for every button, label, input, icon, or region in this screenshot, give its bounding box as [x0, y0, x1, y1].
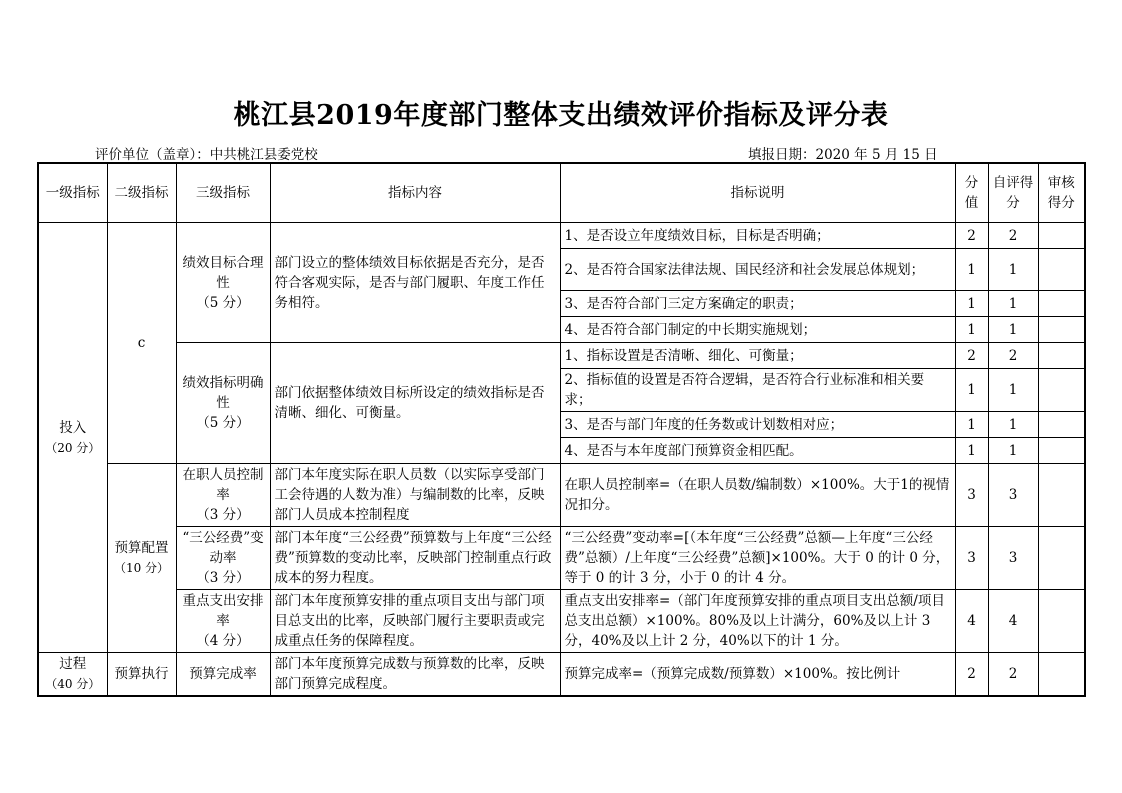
self-score-cell: 3: [988, 464, 1038, 527]
audit-score-cell: [1038, 291, 1085, 317]
table-row: [38, 343, 1085, 369]
header-score: 分值: [955, 163, 988, 223]
description-cell: 4、是否与本年度部门预算资金相匹配。: [560, 438, 955, 464]
content-cell: 部门本年度预算安排的重点项目支出与部门项目总支出的比率，反映部门履行主要职责或完成重点任务的保障程度。: [270, 590, 560, 653]
level3-points: （4 分）: [196, 633, 250, 649]
date-label: 填报日期：2020 年 5 月 15 日: [748, 147, 938, 163]
evaluation-table: [37, 162, 1086, 697]
description-cell: 4、是否符合部门制定的中长期实施规划；: [560, 317, 955, 343]
level3-goal-rationality-points: （5 分）: [196, 294, 250, 311]
score-cell: 1: [955, 291, 988, 317]
self-score-cell: 1: [988, 249, 1038, 291]
level2-input-cell: c: [107, 223, 176, 464]
score-cell: 2: [955, 223, 988, 249]
level1-process-cell: [38, 653, 107, 697]
description-cell: “三公经费”变动率=[（本年度“三公经费”总额—上年度“三公经费”总额）/上年度“三公经费”总额]×100%。大于 0 的计 0 分，等于 0 的计 3 分，小于 0 的计 4 分。: [560, 527, 955, 590]
level3-name: 在职人员控制率: [182, 467, 264, 503]
level1-process-name: 过程: [59, 656, 87, 672]
level3-indicator-clarity-name: 绩效指标明确性: [182, 375, 264, 411]
self-score-cell: 1: [988, 412, 1038, 438]
description-cell: 预算完成率=（预算完成数/预算数）×100%。按比例计: [560, 653, 955, 697]
self-score-cell: 2: [988, 653, 1038, 697]
score-cell: 1: [955, 369, 988, 412]
self-score-cell: 3: [988, 527, 1038, 590]
level3-cell: [176, 527, 270, 590]
level2-budget-config-points: （10 分）: [113, 561, 170, 575]
level1-process-points: （40 分）: [45, 677, 101, 691]
header-content: 指标内容: [270, 163, 560, 223]
table-row: [38, 653, 1085, 697]
audit-score-cell: [1038, 369, 1085, 412]
level1-input-name: 投入: [59, 419, 87, 436]
score-cell: 1: [955, 249, 988, 291]
level3-points: （3 分）: [196, 507, 250, 523]
content-cell: 部门本年度实际在职人员数（以实际享受部门工会待遇的人数为准）与编制数的比率，反映部门人员成本控制程度: [270, 464, 560, 527]
description-cell: 2、指标值的设置是否符合逻辑，是否符合行业标准和相关要求；: [560, 369, 955, 412]
level3-name: 重点支出安排率: [182, 593, 264, 629]
audit-score-cell: [1038, 317, 1085, 343]
level2-budget-execution: 预算执行: [107, 653, 176, 697]
self-score-cell: 1: [988, 438, 1038, 464]
level2-budget-config: [107, 464, 176, 653]
audit-score-cell: [1038, 343, 1085, 369]
header-audit-score: 审核得分: [1038, 163, 1085, 223]
score-cell: 1: [955, 317, 988, 343]
score-cell: 4: [955, 590, 988, 653]
audit-score-cell: [1038, 527, 1085, 590]
table-row: [38, 464, 1085, 527]
table-row: [38, 527, 1085, 590]
content-cell: 部门本年度“三公经费”预算数与上年度“三公经费”预算数的变动比率，反映部门控制重点行政成本的努力程度。: [270, 527, 560, 590]
evaluator-label: 评价单位（盖章）：中共桃江县委党校: [95, 147, 318, 163]
level2-budget-config-name: 预算配置: [114, 540, 169, 556]
header-row: [38, 163, 1085, 223]
self-score-cell: 2: [988, 223, 1038, 249]
self-score-cell: 1: [988, 369, 1038, 412]
indicator-clarity-content: 部门依据整体绩效目标所设定的绩效指标是否清晰、细化、可衡量。: [270, 343, 560, 464]
description-cell: 1、是否设立年度绩效目标，目标是否明确；: [560, 223, 955, 249]
score-cell: 1: [955, 412, 988, 438]
audit-score-cell: [1038, 412, 1085, 438]
score-cell: 3: [955, 527, 988, 590]
header-description: 指标说明: [560, 163, 955, 223]
level3-cell: 预算完成率: [176, 653, 270, 697]
audit-score-cell: [1038, 249, 1085, 291]
description-cell: 重点支出安排率=（部门年度预算安排的重点项目支出总额/项目总支出总额）×100%。80%及以上计满分，60%及以上计 3 分，40%及以上计 2 分，40%以下的计 1 分。: [560, 590, 955, 653]
score-cell: 1: [955, 438, 988, 464]
header-level3: 三级指标: [176, 163, 270, 223]
self-score-cell: 1: [988, 317, 1038, 343]
self-score-cell: 1: [988, 291, 1038, 317]
level3-cell: [176, 464, 270, 527]
level3-points: （3 分）: [196, 570, 250, 586]
score-cell: 2: [955, 343, 988, 369]
description-cell: 在职人员控制率=（在职人员数/编制数）×100%。大于1的视情况扣分。: [560, 464, 955, 527]
header-self-score: 自评得分: [988, 163, 1038, 223]
description-cell: 3、是否与部门年度的任务数或计划数相对应；: [560, 412, 955, 438]
score-cell: 2: [955, 653, 988, 697]
level3-cell: [176, 590, 270, 653]
description-cell: 2、是否符合国家法律法规、国民经济和社会发展总体规划；: [560, 249, 955, 291]
level1-input-cell: [38, 223, 107, 653]
table-row: [38, 590, 1085, 653]
audit-score-cell: [1038, 653, 1085, 697]
content-cell: 部门本年度预算完成数与预算数的比率，反映部门预算完成程度。: [270, 653, 560, 697]
audit-score-cell: [1038, 464, 1085, 527]
page-title: 桃江县2019年度部门整体支出绩效评价指标及评分表: [233, 100, 889, 131]
audit-score-cell: [1038, 223, 1085, 249]
self-score-cell: 4: [988, 590, 1038, 653]
level1-input-points: （20 分）: [45, 440, 101, 455]
header-level2: 二级指标: [107, 163, 176, 223]
level3-indicator-clarity: [176, 343, 270, 464]
level3-indicator-clarity-points: （5 分）: [196, 415, 250, 431]
level3-goal-rationality: [176, 223, 270, 343]
description-cell: 1、指标设置是否清晰、细化、可衡量；: [560, 343, 955, 369]
audit-score-cell: [1038, 438, 1085, 464]
self-score-cell: 2: [988, 343, 1038, 369]
header-level1: 一级指标: [38, 163, 107, 223]
description-cell: 3、是否符合部门三定方案确定的职责；: [560, 291, 955, 317]
audit-score-cell: [1038, 590, 1085, 653]
level3-name: “三公经费”变动率: [182, 530, 264, 566]
table-row: [38, 223, 1085, 249]
level3-goal-rationality-name: 绩效目标合理性: [182, 254, 264, 291]
score-cell: 3: [955, 464, 988, 527]
goal-rationality-content: 部门设立的整体绩效目标依据是否充分，是否符合客观实际，是否与部门履职、年度工作任务相符。: [270, 223, 560, 343]
